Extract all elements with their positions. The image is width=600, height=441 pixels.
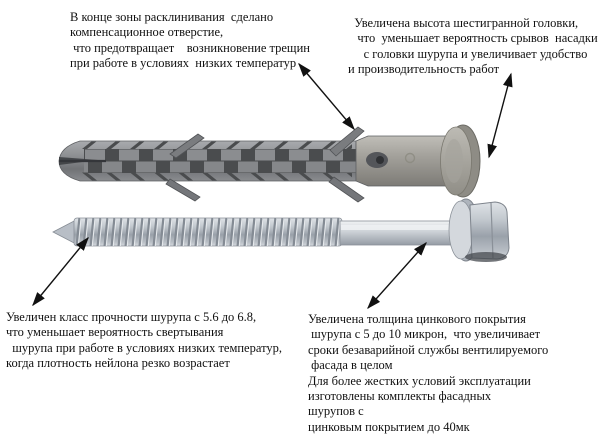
annotation-line: Увеличена высота шестигранной головки, <box>348 16 579 30</box>
annotation-line: с головки шурупа и увеличивает удобство <box>348 46 588 61</box>
annotation-compensation-hole <box>70 10 332 72</box>
annotation-line: фасада в целом <box>308 358 393 373</box>
annotation-line: В конце зоны расклинивания сделано <box>70 10 274 24</box>
dowel-compensation-hole <box>376 156 384 164</box>
annotation-line: Увеличена толщина цинкового покрытия <box>308 312 526 326</box>
callout-arrow-hex-head <box>489 74 511 157</box>
annotation-hex-head <box>348 16 600 78</box>
screw-shank <box>340 221 458 245</box>
callout-arrow-screw-strength <box>33 238 88 305</box>
annotation-line: что уменьшает вероятность свертывания <box>6 325 224 340</box>
screw-thread-ridges <box>74 218 342 246</box>
screw-shank-highlight <box>341 225 457 230</box>
annotation-line: изготовлены комплекты фасадных <box>308 389 492 404</box>
annotation-line: при работе в условиях низких температур <box>70 56 297 71</box>
callout-arrow-zinc-coating <box>368 243 426 308</box>
annotation-line: что предотвращает возникновение трещин <box>70 40 310 55</box>
annotation-line: когда плотность нейлона резко возрастает <box>6 356 230 371</box>
annotation-line: шурупов с <box>308 404 364 419</box>
screw-washer <box>449 201 473 259</box>
dowel-fin-bottom-left <box>166 179 200 201</box>
annotation-screw-strength <box>6 310 302 372</box>
screw-tip <box>53 220 76 244</box>
dowel-illustration <box>59 125 480 202</box>
dowel-top-notches <box>82 142 352 150</box>
dowel-interlock-pattern <box>84 149 356 173</box>
annotation-line: цинковым покрытием до 40мк <box>308 419 470 434</box>
annotation-zinc-coating <box>308 312 598 435</box>
screw-illustration <box>53 199 509 262</box>
annotation-line: Для более жестких условий эксплуатации <box>308 373 531 388</box>
annotation-line: шурупа с 5 до 10 микрон, что увеличивает <box>308 327 541 342</box>
annotation-line: Увеличен класс прочности шурупа с 5.6 до 6.8, <box>6 310 257 324</box>
callout-arrow-compensation-hole <box>299 64 354 129</box>
annotation-line: и производительность работ <box>348 62 500 77</box>
screw-hex-head <box>470 202 509 259</box>
annotation-line: компенсационное отверстие, <box>70 25 224 40</box>
annotation-line: шурупа при работе в условиях низких температур, <box>6 340 282 355</box>
screw-head-shadow <box>465 252 507 262</box>
dowel-bottom-notches <box>82 173 352 181</box>
annotation-line: сроки безаварийной службы вентилируемого <box>308 342 549 357</box>
dowel-flange-face <box>445 139 463 183</box>
annotation-line: что уменьшает вероятность срывов насадки <box>348 31 598 46</box>
